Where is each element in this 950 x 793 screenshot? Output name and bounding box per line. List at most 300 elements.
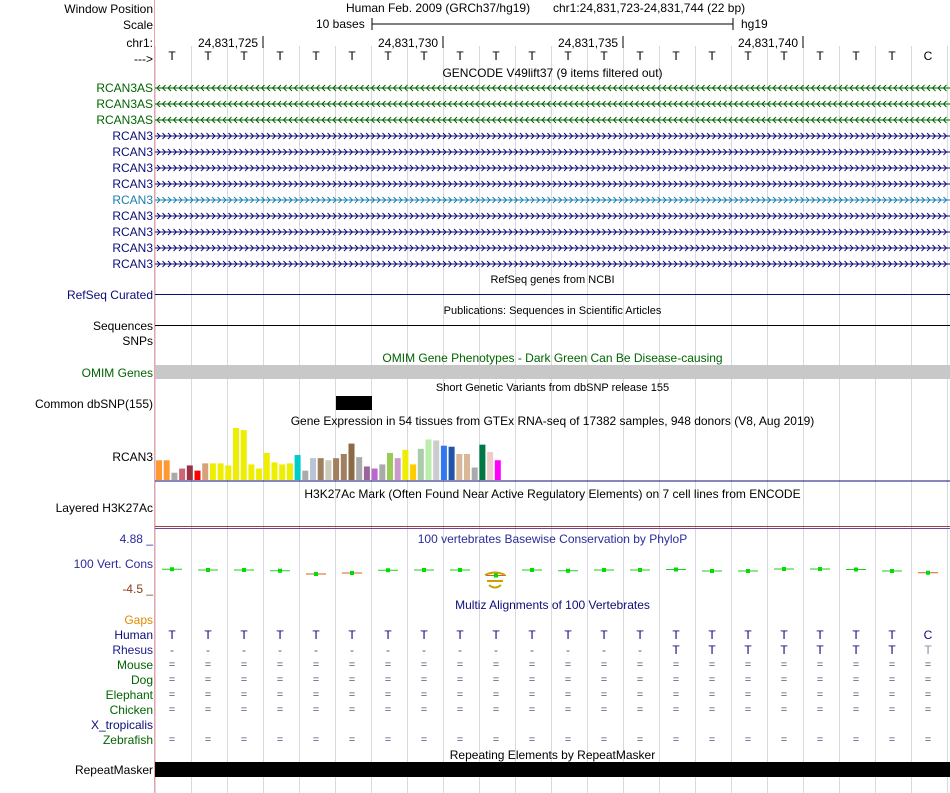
- gtex-tissue-bar[interactable]: [456, 454, 462, 480]
- gencode-transcript[interactable]: [155, 195, 950, 205]
- alignment-base: =: [312, 674, 320, 686]
- gtex-tissue-bar[interactable]: [364, 466, 370, 480]
- alignment-base: =: [816, 689, 824, 701]
- alignment-base: =: [708, 659, 716, 671]
- alignment-base: T: [240, 628, 248, 642]
- alignment-base: =: [168, 689, 176, 701]
- phylop-score-point: [278, 569, 282, 573]
- alignment-base: T: [744, 628, 752, 642]
- reference-base: C: [923, 49, 933, 63]
- db-name: hg19: [741, 17, 768, 31]
- gtex-tissue-bar[interactable]: [479, 445, 485, 480]
- gencode-item-label[interactable]: RCAN3: [112, 129, 153, 143]
- alignment-base: T: [852, 643, 860, 657]
- alignment-base: =: [348, 734, 356, 746]
- multiz-species-label[interactable]: X_tropicalis: [90, 718, 153, 732]
- alignment-base: =: [852, 704, 860, 716]
- alignment-base: =: [564, 689, 572, 701]
- reference-base: T: [636, 49, 644, 63]
- alignment-base: =: [384, 674, 392, 686]
- gencode-transcript[interactable]: [155, 99, 950, 109]
- multiz-species-label[interactable]: Mouse: [116, 658, 153, 672]
- alignment-base: =: [384, 704, 392, 716]
- coord-tick-4: 24,831,740: [738, 36, 799, 50]
- gtex-tissue-bar[interactable]: [164, 460, 170, 480]
- reference-base: T: [744, 49, 752, 63]
- gencode-item-label[interactable]: RCAN3: [112, 241, 153, 255]
- reference-base: T: [276, 49, 284, 63]
- alignment-base: =: [204, 659, 212, 671]
- alignment-base: =: [456, 704, 464, 716]
- alignment-base: =: [780, 734, 788, 746]
- alignment-base: T: [708, 643, 716, 657]
- gencode-transcript[interactable]: [155, 259, 950, 269]
- alignment-base: =: [780, 704, 788, 716]
- coord-tick-marks: [155, 36, 950, 50]
- gencode-item-label[interactable]: RCAN3AS: [96, 97, 153, 111]
- gtex-tissue-bar[interactable]: [295, 455, 301, 480]
- alignment-base: =: [312, 659, 320, 671]
- gencode-item-label[interactable]: RCAN3: [112, 177, 153, 191]
- gencode-transcript[interactable]: [155, 83, 950, 93]
- alignment-base: =: [204, 689, 212, 701]
- alignment-base: =: [924, 734, 932, 746]
- alignment-base: T: [852, 628, 860, 642]
- gencode-item-label[interactable]: RCAN3: [112, 257, 153, 271]
- alignment-base: =: [564, 659, 572, 671]
- phylop-track-label[interactable]: 100 Vert. Cons: [73, 557, 153, 571]
- omim-track-title[interactable]: OMIM Gene Phenotypes - Dark Green Can Be Disease-causing: [382, 351, 723, 365]
- repeatmasker-track-title[interactable]: Repeating Elements by RepeatMasker: [449, 748, 656, 762]
- gtex-tissue-bar[interactable]: [356, 457, 362, 480]
- reference-base: T: [528, 49, 536, 63]
- gtex-tissue-bar[interactable]: [202, 463, 208, 480]
- alignment-base: C: [923, 628, 933, 642]
- alignment-base: =: [636, 674, 644, 686]
- position-readout[interactable]: chr1:24,831,723-24,831,744 (22 bp): [553, 1, 746, 15]
- gtex-tissue-bar[interactable]: [302, 471, 308, 480]
- h3k27ac-track-title[interactable]: H3K27Ac Mark (Often Found Near Active Regulatory Elements) on 7 cell lines from ENCODE: [304, 487, 801, 501]
- alignment-base: =: [780, 659, 788, 671]
- alignment-base: =: [276, 674, 284, 686]
- alignment-base: =: [240, 734, 248, 746]
- gtex-tissue-bar[interactable]: [264, 453, 270, 480]
- alignment-base: =: [456, 659, 464, 671]
- alignment-base: =: [744, 704, 752, 716]
- gtex-tissue-bar[interactable]: [241, 430, 247, 480]
- alignment-base: =: [384, 689, 392, 701]
- alignment-base: -: [566, 643, 570, 657]
- multiz-species-label[interactable]: Elephant: [105, 688, 153, 702]
- alignment-base: =: [276, 734, 284, 746]
- alignment-base: T: [924, 643, 932, 657]
- alignment-base: =: [240, 689, 248, 701]
- alignment-base: T: [816, 628, 824, 642]
- alignment-base: =: [672, 659, 680, 671]
- alignment-base: =: [240, 674, 248, 686]
- alignment-base: =: [492, 689, 500, 701]
- phylop-score-point: [314, 572, 318, 576]
- alignment-base: =: [708, 674, 716, 686]
- reference-base: T: [672, 49, 680, 63]
- dbsnp-track-title[interactable]: Short Genetic Variants from dbSNP release 155: [435, 382, 670, 394]
- gencode-transcript[interactable]: [155, 163, 950, 173]
- phylop-score-point: [674, 568, 678, 572]
- alignment-base: T: [456, 628, 464, 642]
- gtex-tissue-bar[interactable]: [218, 463, 224, 480]
- alignment-base: =: [600, 689, 608, 701]
- refseq-track-label[interactable]: RefSeq Curated: [66, 288, 153, 302]
- gtex-tissue-bar[interactable]: [433, 440, 439, 480]
- alignment-base: =: [888, 689, 896, 701]
- gtex-tissue-bar[interactable]: [256, 469, 262, 480]
- gtex-tissue-bar[interactable]: [418, 449, 424, 480]
- omim-gene-bar[interactable]: [155, 365, 950, 379]
- reference-base: T: [888, 49, 896, 63]
- gtex-track-title[interactable]: Gene Expression in 54 tissues from GTEx RNA-seq of 17382 samples, 948 donors (V8, Aug 2019): [290, 414, 815, 428]
- alignment-base: =: [420, 659, 428, 671]
- alignment-base: T: [348, 628, 356, 642]
- phylop-score-point: [854, 568, 858, 572]
- alignment-base: =: [492, 734, 500, 746]
- coord-tick-3: 24,831,735: [558, 36, 619, 50]
- phylop-score-point: [818, 567, 822, 571]
- reference-base: T: [348, 49, 356, 63]
- alignment-base: =: [240, 659, 248, 671]
- gencode-transcript[interactable]: [155, 115, 950, 125]
- phylop-max-label: 4.88 _: [119, 532, 153, 546]
- alignment-base: =: [276, 689, 284, 701]
- alignment-base: -: [350, 643, 354, 657]
- gtex-tissue-bar[interactable]: [195, 471, 201, 480]
- alignment-base: =: [816, 674, 824, 686]
- alignment-base: =: [276, 659, 284, 671]
- alignment-base: T: [204, 628, 212, 642]
- alignment-base: =: [168, 674, 176, 686]
- alignment-base: =: [744, 659, 752, 671]
- gencode-item-label[interactable]: RCAN3: [112, 225, 153, 239]
- gtex-tissue-bar[interactable]: [464, 454, 470, 480]
- alignment-base: =: [780, 674, 788, 686]
- multiz-gaps-label: Gaps: [124, 613, 153, 627]
- alignment-base: =: [672, 689, 680, 701]
- gencode-transcript[interactable]: [155, 243, 950, 253]
- phylop-score-point: [566, 569, 570, 573]
- reference-base: T: [564, 49, 572, 63]
- alignment-base: -: [278, 643, 282, 657]
- reference-base: T: [708, 49, 716, 63]
- gtex-tissue-bar[interactable]: [341, 454, 347, 480]
- phylop-score-point: [242, 568, 246, 572]
- phylop-plot[interactable]: [155, 546, 950, 596]
- alignment-base: -: [422, 643, 426, 657]
- reference-base: T: [168, 49, 176, 63]
- multiz-species-label[interactable]: Chicken: [109, 703, 153, 717]
- gencode-item-label[interactable]: RCAN3: [112, 193, 153, 207]
- alignment-base: =: [636, 659, 644, 671]
- alignment-base: -: [458, 643, 462, 657]
- repeatmasker-track-label[interactable]: RepeatMasker: [74, 763, 153, 777]
- alignment-base: =: [492, 704, 500, 716]
- alignment-base: =: [384, 734, 392, 746]
- gtex-tissue-bar[interactable]: [325, 460, 331, 480]
- reference-base: T: [312, 49, 320, 63]
- alignment-base: =: [600, 674, 608, 686]
- alignment-base: T: [816, 643, 824, 657]
- reference-base: T: [240, 49, 248, 63]
- alignment-base: =: [636, 704, 644, 716]
- alignment-base: T: [168, 628, 176, 642]
- gtex-tissue-bar[interactable]: [210, 463, 216, 480]
- gtex-tissue-bar[interactable]: [402, 450, 408, 480]
- alignment-base: =: [168, 659, 176, 671]
- alignment-base: -: [602, 643, 606, 657]
- alignment-base: T: [276, 628, 284, 642]
- alignment-base: -: [494, 643, 498, 657]
- omim-track-label[interactable]: OMIM Genes: [81, 366, 153, 380]
- alignment-base: T: [672, 628, 680, 642]
- alignment-base: =: [420, 674, 428, 686]
- alignment-base: =: [348, 689, 356, 701]
- gtex-tissue-bar[interactable]: [318, 458, 324, 480]
- gtex-tissue-bar[interactable]: [287, 463, 293, 480]
- alignment-base: =: [924, 689, 932, 701]
- alignment-base: =: [600, 659, 608, 671]
- multiz-species-label[interactable]: Zebrafish: [102, 733, 153, 747]
- gencode-item-label[interactable]: RCAN3AS: [96, 113, 153, 127]
- alignment-base: =: [708, 734, 716, 746]
- reference-base: T: [420, 49, 428, 63]
- alignment-base: -: [314, 643, 318, 657]
- alignment-base: =: [204, 734, 212, 746]
- gencode-track-title[interactable]: GENCODE V49lift37 (9 items filtered out): [442, 66, 663, 80]
- gtex-tissue-bar[interactable]: [333, 458, 339, 480]
- gtex-tissue-bar[interactable]: [156, 460, 162, 480]
- alignment-base: T: [384, 628, 392, 642]
- phylop-score-point: [386, 568, 390, 572]
- alignment-base: T: [780, 643, 788, 657]
- alignment-base: =: [636, 734, 644, 746]
- h3k27ac-track-label[interactable]: Layered H3K27Ac: [55, 501, 153, 515]
- alignment-base: =: [312, 689, 320, 701]
- gtex-tissue-bar[interactable]: [187, 465, 193, 480]
- alignment-base: -: [386, 643, 390, 657]
- gtex-tissue-bar[interactable]: [449, 447, 455, 480]
- alignment-base: T: [672, 643, 680, 657]
- phylop-score-point: [890, 569, 894, 573]
- alignment-base: =: [816, 734, 824, 746]
- alignment-base: T: [744, 643, 752, 657]
- alignment-base: =: [168, 704, 176, 716]
- alignment-base: =: [780, 689, 788, 701]
- refseq-track-title[interactable]: RefSeq genes from NCBI: [490, 274, 615, 286]
- alignment-base: -: [170, 643, 174, 657]
- alignment-base: =: [852, 659, 860, 671]
- alignment-base: =: [888, 674, 896, 686]
- gtex-tissue-bar[interactable]: [372, 469, 378, 480]
- gtex-tissue-bar[interactable]: [379, 464, 385, 480]
- alignment-base: =: [852, 734, 860, 746]
- gencode-transcript[interactable]: [155, 179, 950, 189]
- dbsnp-variant[interactable]: [336, 396, 372, 410]
- alignment-base: =: [456, 674, 464, 686]
- alignment-base: =: [384, 659, 392, 671]
- gtex-tissue-bar[interactable]: [395, 458, 401, 480]
- gtex-tissue-bar[interactable]: [387, 453, 393, 480]
- gencode-transcript[interactable]: [155, 211, 950, 221]
- alignment-base: =: [312, 704, 320, 716]
- alignment-base: =: [744, 734, 752, 746]
- alignment-base: =: [744, 689, 752, 701]
- publications-track-title[interactable]: Publications: Sequences in Scientific Articles: [443, 305, 662, 317]
- phylop-score-point: [926, 571, 930, 575]
- alignment-base: =: [528, 704, 536, 716]
- coord-tick-1: 24,831,725: [198, 36, 259, 50]
- gtex-tissue-bar[interactable]: [179, 469, 185, 480]
- gencode-item-label[interactable]: RCAN3: [112, 161, 153, 175]
- reference-base: T: [204, 49, 212, 63]
- alignment-base: =: [348, 659, 356, 671]
- phylop-score-point: [206, 568, 210, 572]
- gencode-transcript[interactable]: [155, 147, 950, 157]
- reference-base: T: [456, 49, 464, 63]
- alignment-base: =: [924, 659, 932, 671]
- alignment-base: =: [420, 704, 428, 716]
- phylop-score-point: [494, 574, 498, 578]
- alignment-base: =: [312, 734, 320, 746]
- gtex-tissue-bar[interactable]: [410, 464, 416, 480]
- gtex-tissue-bar[interactable]: [495, 460, 501, 480]
- alignment-base: =: [672, 674, 680, 686]
- alignment-base: =: [420, 689, 428, 701]
- gtex-tissue-bar[interactable]: [233, 428, 239, 480]
- alignment-base: =: [888, 734, 896, 746]
- alignment-base: =: [600, 734, 608, 746]
- phylop-score-point: [602, 568, 606, 572]
- alignment-base: =: [636, 689, 644, 701]
- snps-label[interactable]: SNPs: [122, 334, 153, 348]
- publications-line: [155, 325, 950, 326]
- gtex-tissue-bar[interactable]: [426, 439, 432, 480]
- alignment-base: =: [204, 674, 212, 686]
- alignment-base: =: [924, 704, 932, 716]
- alignment-base: T: [708, 628, 716, 642]
- gtex-tissue-bar[interactable]: [225, 465, 231, 480]
- multiz-species-label[interactable]: Rhesus: [112, 643, 153, 657]
- alignment-base: -: [638, 643, 642, 657]
- alignment-base: =: [672, 734, 680, 746]
- alignment-base: =: [816, 659, 824, 671]
- gtex-tissue-bar[interactable]: [272, 462, 278, 480]
- alignment-base: =: [708, 689, 716, 701]
- gtex-bar-chart[interactable]: [155, 428, 950, 482]
- alignment-base: =: [816, 704, 824, 716]
- publications-track-label[interactable]: Sequences: [92, 319, 153, 333]
- alignment-base: =: [492, 674, 500, 686]
- alignment-base: -: [206, 643, 210, 657]
- alignment-base: =: [600, 704, 608, 716]
- gtex-tissue-bar[interactable]: [441, 446, 447, 480]
- alignment-base: =: [852, 674, 860, 686]
- phylop-score-point: [530, 568, 534, 572]
- phylop-score-point: [746, 569, 750, 573]
- phylop-min-label: -4.5 _: [122, 582, 153, 596]
- alignment-base: T: [528, 628, 536, 642]
- multiz-track-title[interactable]: Multiz Alignments of 100 Vertebrates: [455, 598, 650, 612]
- alignment-base: =: [888, 704, 896, 716]
- alignment-base: =: [492, 659, 500, 671]
- gtex-tissue-bar[interactable]: [171, 473, 177, 480]
- alignment-base: =: [564, 704, 572, 716]
- alignment-base: =: [564, 734, 572, 746]
- gtex-tissue-bar[interactable]: [472, 468, 478, 480]
- gencode-transcript[interactable]: [155, 227, 950, 237]
- reference-base: T: [852, 49, 860, 63]
- phylop-track-title[interactable]: 100 vertebrates Basewise Conservation by PhyloP: [417, 532, 688, 546]
- alignment-base: =: [888, 659, 896, 671]
- reference-base: T: [816, 49, 824, 63]
- coord-tick-2: 24,831,730: [378, 36, 439, 50]
- alignment-base: =: [564, 674, 572, 686]
- alignment-base: -: [242, 643, 246, 657]
- refseq-line: [155, 294, 950, 295]
- phylop-score-point: [638, 568, 642, 572]
- gtex-tissue-bar[interactable]: [310, 458, 316, 480]
- alignment-base: =: [744, 674, 752, 686]
- alignment-base: T: [888, 628, 896, 642]
- alignment-base: =: [240, 704, 248, 716]
- reference-base: T: [600, 49, 608, 63]
- alignment-base: T: [780, 628, 788, 642]
- h3k27ac-baseline-2: [155, 528, 950, 529]
- gtex-tissue-bar[interactable]: [349, 444, 355, 480]
- alignment-base: T: [492, 628, 500, 642]
- phylop-score-point: [782, 567, 786, 571]
- alignment-base: =: [456, 734, 464, 746]
- h3k27ac-baseline-1: [155, 526, 950, 527]
- phylop-score-point: [458, 568, 462, 572]
- phylop-score-point: [422, 568, 426, 572]
- reference-base: T: [780, 49, 788, 63]
- gencode-transcript[interactable]: [155, 131, 950, 141]
- gencode-item-label[interactable]: RCAN3: [112, 145, 153, 159]
- multiz-species-label[interactable]: Dog: [130, 673, 153, 687]
- gencode-item-label[interactable]: RCAN3AS: [96, 81, 153, 95]
- phylop-score-point: [170, 567, 174, 571]
- dbsnp-track-label[interactable]: Common dbSNP(155): [34, 397, 153, 411]
- scale-bar: [371, 17, 735, 31]
- alignment-base: =: [276, 704, 284, 716]
- phylop-score-point: [710, 569, 714, 573]
- alignment-base: =: [420, 734, 428, 746]
- gencode-item-label[interactable]: RCAN3: [112, 209, 153, 223]
- repeatmasker-element[interactable]: [155, 762, 950, 777]
- scale-text: 10 bases: [316, 17, 365, 31]
- gtex-track-label[interactable]: RCAN3: [112, 450, 153, 464]
- alignment-base: =: [852, 689, 860, 701]
- alignment-base: =: [168, 734, 176, 746]
- gtex-tissue-bar[interactable]: [248, 464, 254, 480]
- alignment-base: T: [312, 628, 320, 642]
- alignment-base: =: [528, 689, 536, 701]
- gtex-tissue-bar[interactable]: [279, 464, 285, 480]
- multiz-species-label[interactable]: Human: [114, 628, 153, 642]
- alignment-base: -: [530, 643, 534, 657]
- alignment-base: T: [636, 628, 644, 642]
- scale-label: Scale: [122, 18, 153, 32]
- gtex-tissue-bar[interactable]: [487, 452, 493, 480]
- alignment-base: =: [672, 704, 680, 716]
